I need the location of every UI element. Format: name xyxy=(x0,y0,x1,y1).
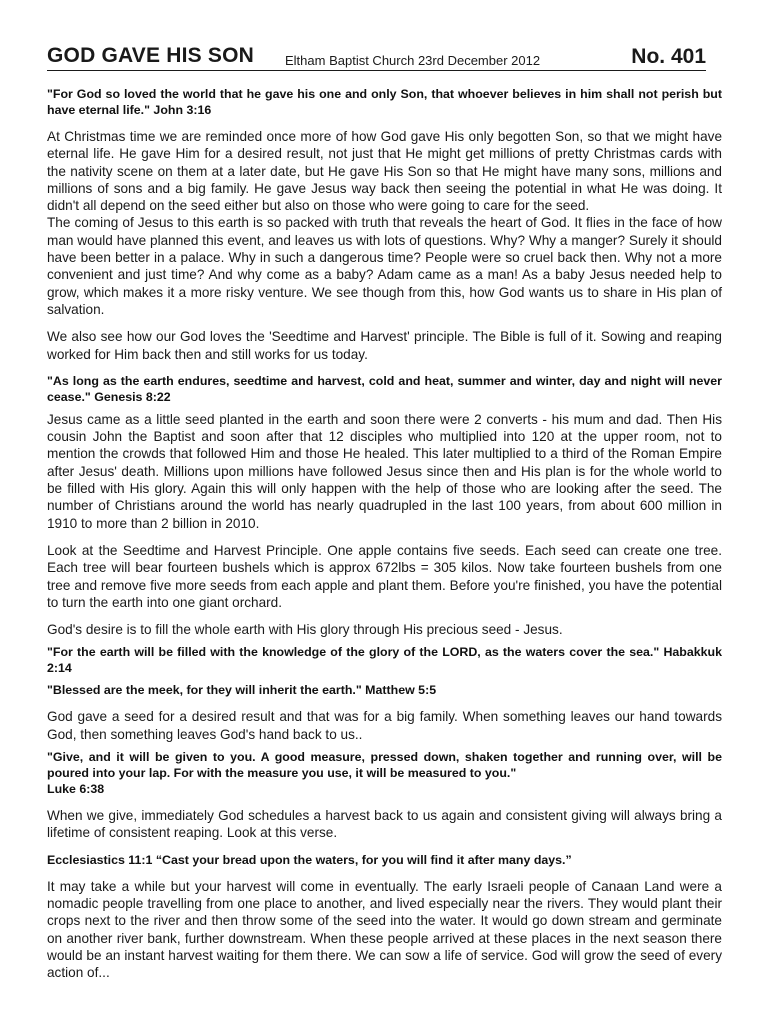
document-page xyxy=(47,0,722,981)
document-header xyxy=(47,0,722,72)
body-paragraph: God's desire is to fill the whole earth with His glory through His precious seed - Jesus. xyxy=(47,622,563,638)
scripture-reference: Luke 6:38 xyxy=(47,782,105,797)
article-body xyxy=(47,86,722,981)
body-paragraph: When we give, immediately God schedules a harvest back to us again and consistent giving will always bring a lifetime of consistent reaping. Look at this verse. xyxy=(47,808,722,841)
body-paragraph: It may take a while but your harvest will come in eventually. The early Israeli people of Canaan Land were a nomadic people travelling from one place to another, and lived especially near the rivers. They would plant their crops next to the river and then throw some of the seed into the water. It would go down stream and germinate on another river bank, further downstream. When these people arrived at these places in the next season there would be an instant harvest waiting for them there. We can sow a life of service. God will grow the seed of every action of... xyxy=(47,878,722,981)
body-paragraph: We also see how our God loves the 'Seedtime and Harvest' principle. The Bible is full of it. Sowing and reaping worked for Him back then and still works for us today. xyxy=(47,329,722,362)
body-paragraph: At Christmas time we are reminded once more of how God gave His only begotten Son, so that we might have eternal life. He gave Him for a desired result, not just that He might get millions of pretty Christmas cards with the nativity scene on them at a later date, but He gave His Son so that He might have many sons, millions and millions of sons and a big family. He gave Jesus way back then seeing the potential in what He was doing. It didn't all depend on the seed either but also on those who were going to care for the seed. xyxy=(47,129,722,214)
scripture-quote: "Blessed are the meek, for they will inherit the earth." Matthew 5:5 xyxy=(47,683,437,698)
scripture-quote: "For the earth will be filled with the knowledge of the glory of the LORD, as the waters cover the sea." Habakkuk 2:14 xyxy=(47,645,722,676)
scripture-quote: "As long as the earth endures, seedtime and harvest, cold and heat, summer and winter, day and night will never cease." Genesis 8:22 xyxy=(47,373,722,404)
document-title: GOD GAVE HIS SON xyxy=(47,44,255,67)
issue-number: No. 401 xyxy=(631,45,706,68)
scripture-quote: Ecclesiastics 11:1 “Cast your bread upon the waters, for you will find it after many days.” xyxy=(47,852,572,867)
scripture-quote: "For God so loved the world that he gave his one and only Son, that whoever believes in him shall not perish but have eternal life." John 3:16 xyxy=(47,87,722,117)
scripture-quote: "Give, and it will be given to you. A good measure, pressed down, shaken together and running over, will be poured into your lap. For with the measure you use, it will be measured to you." xyxy=(47,750,722,781)
document-subtitle: Eltham Baptist Church 23rd December 2012 xyxy=(285,53,541,68)
body-paragraph: God gave a seed for a desired result and that was for a big family. When something leaves our hand towards God, then something leaves God's hand back to us.. xyxy=(47,709,722,742)
body-paragraph: The coming of Jesus to this earth is so packed with truth that reveals the heart of God. It flies in the face of how man would have planned this event, and leaves us with lots of questions. Why? Why a manger? Surely it should have been better in a palace. Why in such a dangerous time? People were so cruel back then. Why not a more convenient and just time? And why come as a baby? Adam came as a man! As a baby Jesus needed help to grow, which makes it a more risky venture. We see though from this, how God wants us to share in His plan of salvation. xyxy=(47,215,722,317)
body-paragraph: Look at the Seedtime and Harvest Principle. One apple contains five seeds. Each seed can create one tree. Each tree will bear fourteen bushels which is approx 672lbs = 305 kilos. Now take fourteen bushels from one tree and remove five more seeds from each apple and plant them. Before you're finished, you have the potential to turn the earth into one giant orchard. xyxy=(47,542,722,610)
body-paragraph: Jesus came as a little seed planted in the earth and soon there were 2 converts - his mum and dad. Then His cousin John the Baptist and soon after that 12 disciples who multiplied into 120 at the upper room, not to mention the crowds that followed Him and those He healed. This later multiplied to a third of the Roman Empire after Jesus' death. Millions upon millions have followed Jesus since then and His plan is for the whole world to be filled with His glory. Again this will only happen with the help of those who are looking after the seed. The number of Christians around the world has nearly quadrupled in the last 100 years, from about 600 million in 1910 to more than 2 billion in 2010. xyxy=(47,411,722,531)
title-underline xyxy=(47,70,706,71)
